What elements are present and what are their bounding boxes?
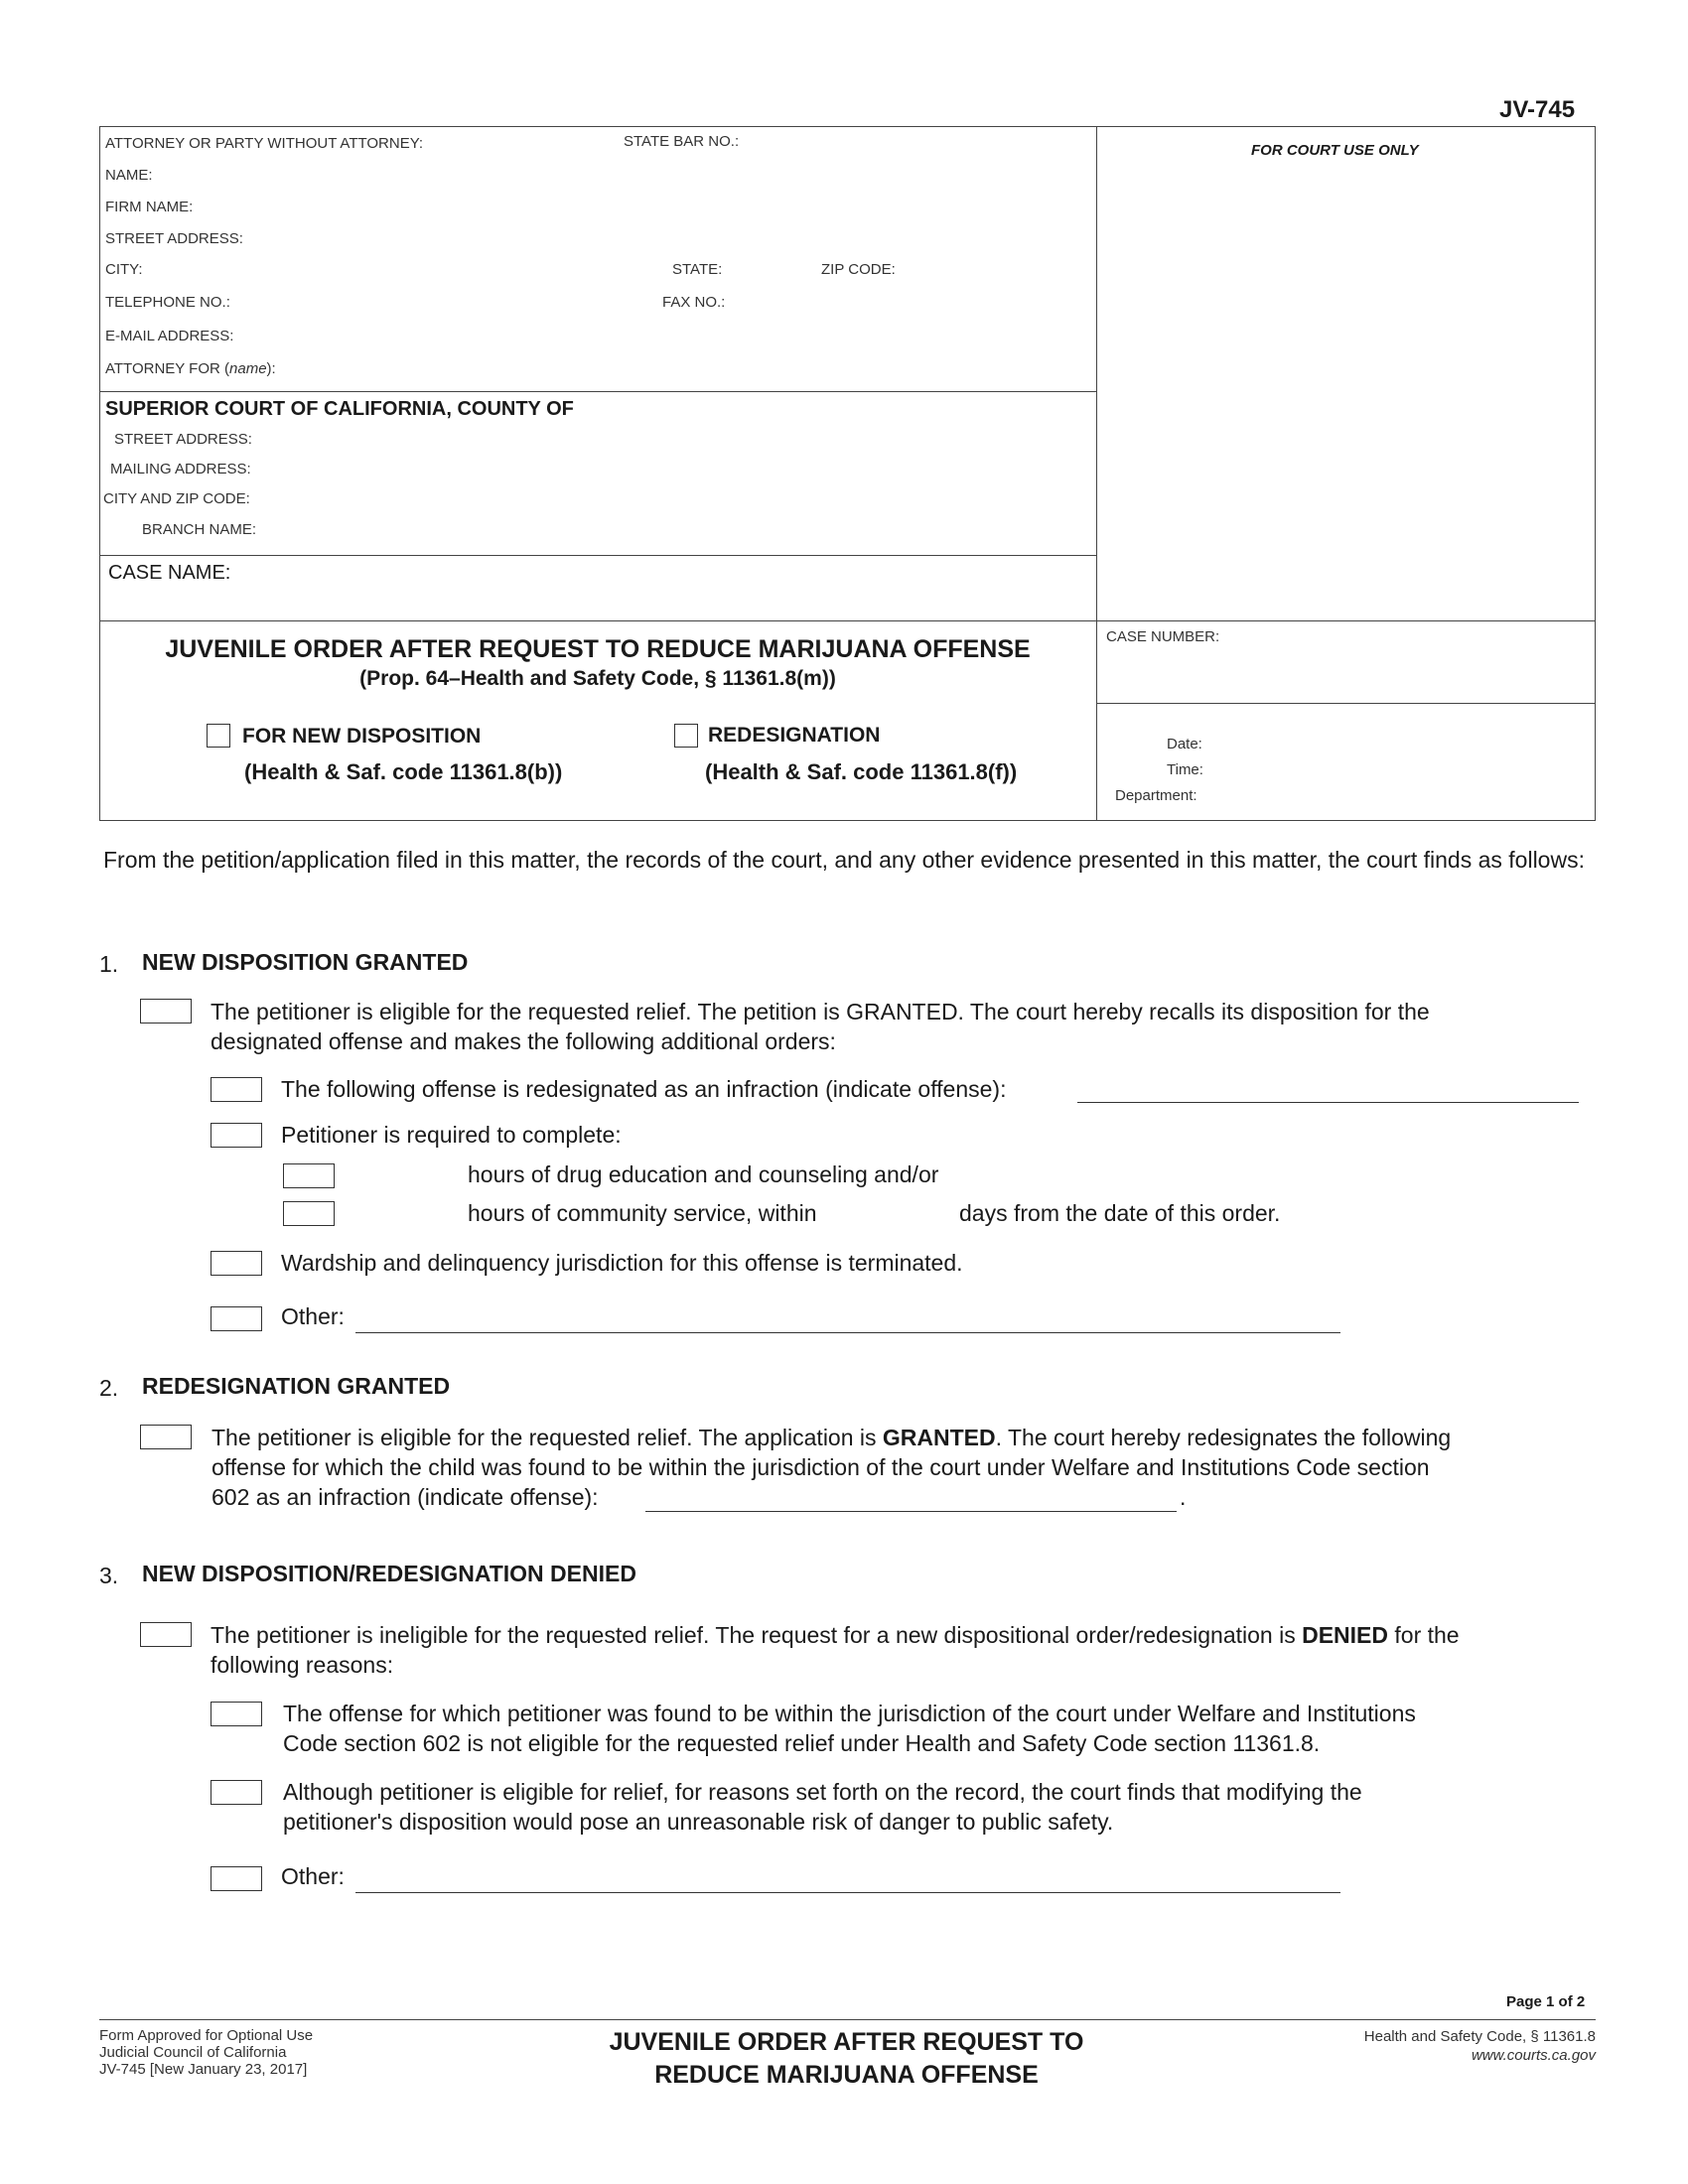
hours-service-text: hours of community service, within [468, 1200, 817, 1226]
section1-main-line2: designated offense and makes the following additional orders: [211, 1028, 836, 1054]
redesignation-label: REDESIGNATION [708, 724, 881, 747]
redesignate-text: The following offense is redesignated as an infraction (indicate offense): [281, 1076, 1007, 1102]
name-label: NAME: [105, 167, 153, 184]
required-text: Petitioner is required to complete: [281, 1122, 622, 1148]
section3-other-line[interactable] [355, 1892, 1340, 1893]
court-branch-label: BRANCH NAME: [142, 521, 257, 538]
section2-heading: REDESIGNATION GRANTED [142, 1373, 451, 1399]
drug-education-hours-checkbox[interactable] [283, 1163, 335, 1188]
redesignate-infraction-checkbox[interactable] [211, 1077, 262, 1102]
section3-other-checkbox[interactable] [211, 1866, 262, 1891]
denied-checkbox[interactable] [140, 1622, 192, 1647]
section2-number: 2. [99, 1375, 119, 1401]
footer-code-ref: Health and Safety Code, § 11361.8 [1363, 2028, 1596, 2045]
court-cityzip-label: CITY AND ZIP CODE: [103, 490, 250, 507]
court-use-label: FOR COURT USE ONLY [1251, 142, 1419, 159]
section1-other-label: Other: [281, 1303, 345, 1329]
section1-main-line1: The petitioner is eligible for the requested relief. The petition is GRANTED. The court hereby recalls its disposition for the [211, 999, 1430, 1024]
reason1-line1: The offense for which petitioner was found to be within the jurisdiction of the court under Welfare and Institutions [283, 1701, 1416, 1726]
reason2-line2: petitioner's disposition would pose an unreasonable risk of danger to public safety. [283, 1809, 1114, 1835]
caption-divider [1096, 126, 1097, 821]
zip-label: ZIP CODE: [821, 261, 896, 278]
section3-other-label: Other: [281, 1863, 345, 1889]
footer-approved: Form Approved for Optional Use [99, 2027, 314, 2044]
section2-line3: 602 as an infraction (indicate offense): [211, 1484, 599, 1510]
email-label: E-MAIL ADDRESS: [105, 328, 234, 344]
footer-title-line2: REDUCE MARIJUANA OFFENSE [654, 2061, 1039, 2089]
wardship-text: Wardship and delinquency jurisdiction for this offense is terminated. [281, 1250, 963, 1276]
redesignate-offense-line[interactable] [1077, 1102, 1579, 1103]
section1-number: 1. [99, 951, 119, 977]
redesignation-code: (Health & Saf. code 11361.8(f)) [705, 759, 1018, 784]
fax-label: FAX NO.: [662, 294, 726, 311]
new-disposition-granted-checkbox[interactable] [140, 999, 192, 1024]
footer-form-rev: JV-745 [New January 23, 2017] [99, 2061, 308, 2078]
wardship-terminated-checkbox[interactable] [211, 1251, 262, 1276]
time-label: Time: [1167, 761, 1203, 778]
days-from-text: days from the date of this order. [959, 1200, 1281, 1226]
state-bar-label: STATE BAR NO.: [624, 133, 740, 150]
form-title: JUVENILE ORDER AFTER REQUEST TO REDUCE MARIJUANA OFFENSE [165, 635, 1031, 663]
footer-title-line1: JUVENILE ORDER AFTER REQUEST TO [609, 2028, 1084, 2056]
redesignation-granted-checkbox[interactable] [140, 1425, 192, 1449]
hours-drug-text: hours of drug education and counseling and/or [468, 1161, 939, 1187]
caption-box [99, 126, 1596, 821]
page-number: Page 1 of 2 [1506, 1993, 1586, 2010]
new-disposition-code: (Health & Saf. code 11361.8(b)) [244, 759, 563, 784]
phone-label: TELEPHONE NO.: [105, 294, 230, 311]
form-subtitle: (Prop. 64–Health and Safety Code, § 11361.8(m)) [359, 667, 836, 690]
attorney-label: ATTORNEY OR PARTY WITHOUT ATTORNEY: [105, 135, 424, 152]
court-mailing-label: MAILING ADDRESS: [110, 461, 251, 478]
section3-line2: following reasons: [211, 1652, 394, 1678]
required-complete-checkbox[interactable] [211, 1123, 262, 1148]
case-name-label: CASE NAME: [108, 562, 231, 584]
section2-line2: offense for which the child was found to be within the jurisdiction of the court under Welfare and Institutions Code section [211, 1454, 1430, 1480]
section2-period: . [1180, 1484, 1187, 1510]
new-disposition-checkbox[interactable] [207, 724, 230, 748]
footer-council: Judicial Council of California [99, 2044, 287, 2061]
footer-approval [99, 2027, 313, 2078]
section1-other-checkbox[interactable] [211, 1306, 262, 1331]
section3-heading: NEW DISPOSITION/REDESIGNATION DENIED [142, 1561, 636, 1586]
community-service-hours-checkbox[interactable] [283, 1201, 335, 1226]
footer-rule [99, 2019, 1596, 2020]
redesignation-checkbox[interactable] [674, 724, 698, 748]
reason1-line2: Code section 602 is not eligible for the requested relief under Health and Safety Code section 11361.8. [283, 1730, 1321, 1756]
state-label: STATE: [672, 261, 723, 278]
case-number-label: CASE NUMBER: [1106, 628, 1220, 645]
department-label: Department: [1115, 787, 1197, 804]
attorney-for-label: ATTORNEY FOR (name): [105, 360, 276, 377]
street-label: STREET ADDRESS: [105, 230, 243, 247]
footer-references [1241, 2027, 1596, 2065]
reason-not-eligible-checkbox[interactable] [211, 1702, 262, 1726]
reason-public-safety-checkbox[interactable] [211, 1780, 262, 1805]
city-label: CITY: [105, 261, 143, 278]
section2-line1: The petitioner is eligible for the requested relief. The application is GRANTED. The court hereby redesignates the following [211, 1425, 1452, 1450]
new-disposition-label: FOR NEW DISPOSITION [242, 725, 482, 748]
footer-title [496, 2026, 1196, 2092]
court-label: SUPERIOR COURT OF CALIFORNIA, COUNTY OF [105, 398, 574, 420]
section2-offense-line[interactable] [645, 1511, 1177, 1512]
court-street-label: STREET ADDRESS: [114, 431, 252, 448]
footer-website[interactable]: www.courts.ca.gov [1471, 2047, 1596, 2064]
date-label: Date: [1167, 736, 1202, 752]
form-number: JV-745 [1499, 96, 1576, 123]
section3-line1: The petitioner is ineligible for the requested relief. The request for a new dispositional order/redesignation is DENIED for the [211, 1622, 1460, 1648]
firm-label: FIRM NAME: [105, 199, 194, 215]
intro-text: From the petition/application filed in this matter, the records of the court, and any other evidence presented in this matter, the court finds as follows: [103, 847, 1585, 873]
reason2-line1: Although petitioner is eligible for relief, for reasons set forth on the record, the court finds that modifying the [283, 1779, 1362, 1805]
section1-other-line[interactable] [355, 1332, 1340, 1333]
section3-number: 3. [99, 1563, 119, 1588]
section1-heading: NEW DISPOSITION GRANTED [142, 949, 469, 975]
